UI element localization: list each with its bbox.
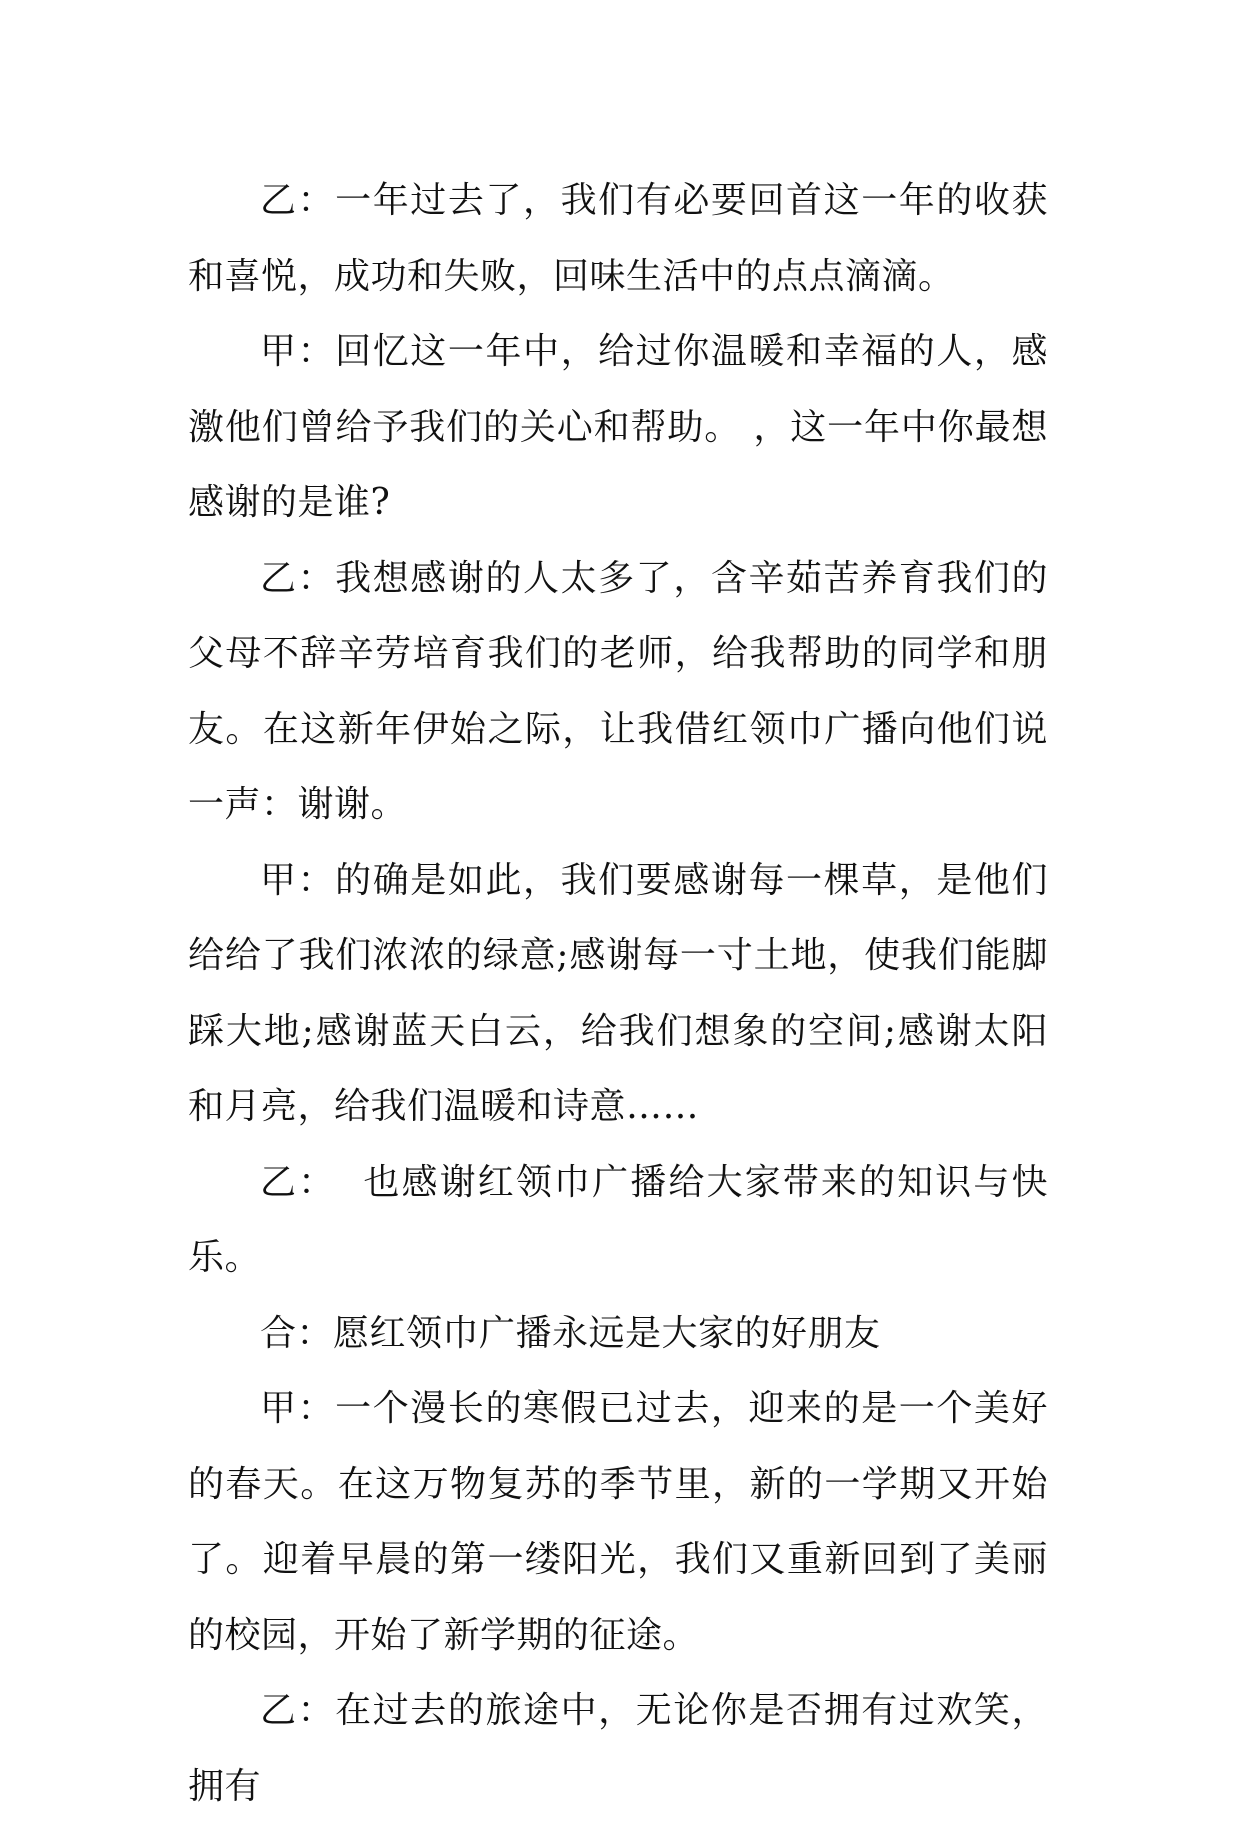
document-body: [188, 163, 1048, 1824]
paragraph-5: 乙： 也感谢红领巾广播给大家带来的知识与快乐。: [188, 1161, 1048, 1278]
paragraph-7: 甲：一个漫长的寒假已过去，迎来的是一个美好的春天。在这万物复苏的季节里，新的一学期又开始了。迎着早晨的第一缕阳光，我们又重新回到了美丽的校园，开始了新学期的征途。: [188, 1388, 1048, 1656]
paragraph-3: 乙：我想感谢的人太多了，含辛茹苦养育我们的父母不辞辛劳培育我们的老师，给我帮助的同学和朋友。在这新年伊始之际，让我借红领巾广播向他们说一声：谢谢。: [188, 557, 1048, 825]
paragraph-6: 合：愿红领巾广播永远是大家的好朋友: [260, 1312, 881, 1354]
paragraph-2: 甲：回忆这一年中，给过你温暖和幸福的人，感激他们曾给予我们的关心和帮助。 ，这一年中你最想感谢的是谁?: [188, 331, 1048, 523]
paragraph-8: 乙：在过去的旅途中，无论你是否拥有过欢笑，拥有: [188, 1690, 1048, 1807]
paragraph-4: 甲：的确是如此，我们要感谢每一棵草，是他们给给了我们浓浓的绿意;感谢每一寸土地，使我们能脚踩大地;感谢蓝天白云，给我们想象的空间;感谢太阳和月亮，给我们温暖和诗意……: [188, 859, 1048, 1127]
paragraph-1: 乙：一年过去了，我们有必要回首这一年的收获和喜悦，成功和失败，回味生活中的点点滴滴。: [188, 180, 1048, 297]
